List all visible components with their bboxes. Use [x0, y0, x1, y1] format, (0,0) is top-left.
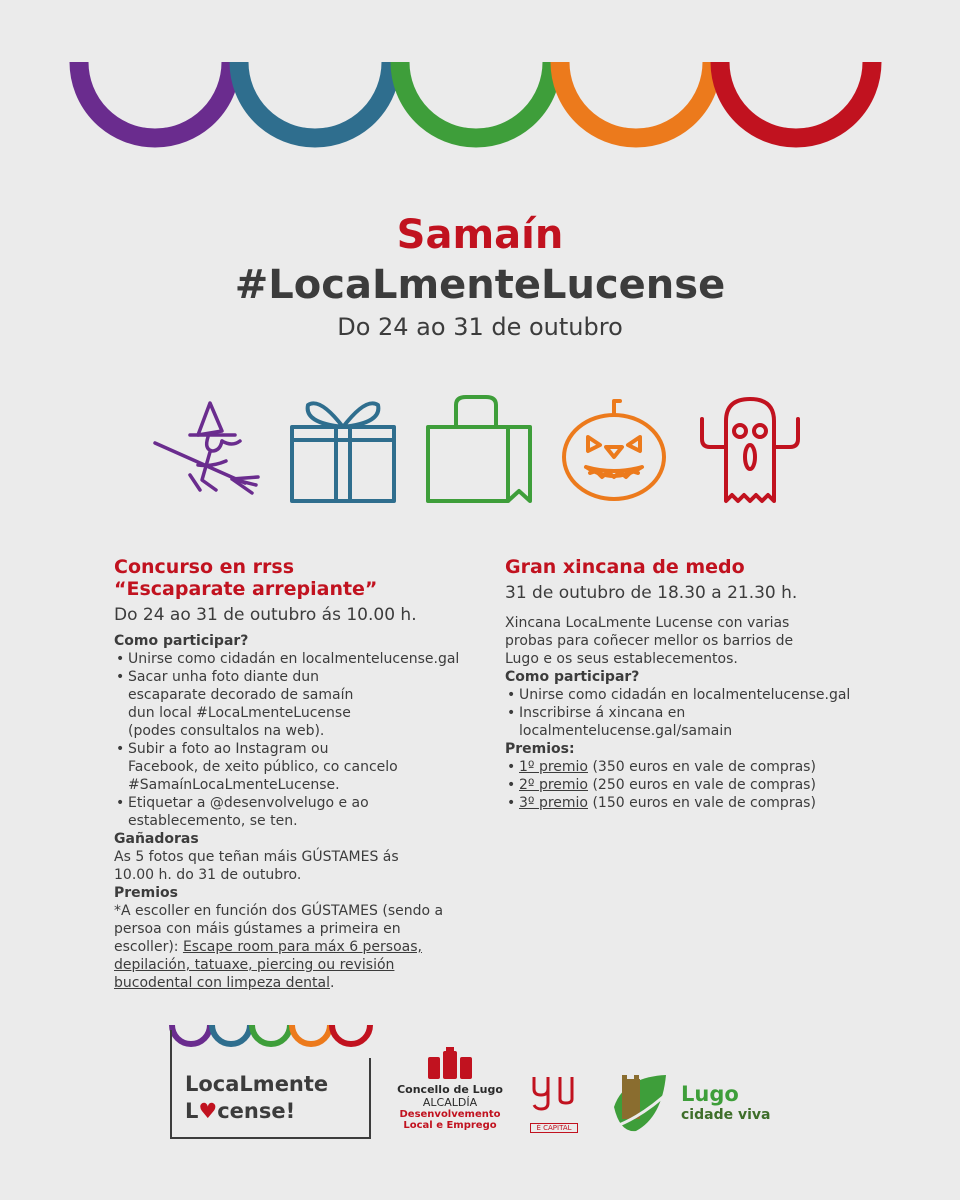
xincana-prize-item: • 1º premio (350 euros en vale de compras): [505, 758, 905, 776]
lugo-cidade-viva-sub: cidade viva: [681, 1107, 771, 1123]
xincana-title: Gran xincana de medo: [505, 556, 745, 578]
contest-how-list: [114, 650, 494, 830]
contest-prizes-list: Escape room para máx 6 persoas, depilación, tatuaxe, piercing ou revisión bucodental con limpeza dental: [114, 939, 422, 991]
contest-dates: Do 24 ao 31 de outubro ás 10.00 h.: [114, 605, 417, 625]
arc-purple: [79, 62, 231, 138]
lugo-cidade-viva-icon: [612, 1073, 680, 1139]
page-hashtag: #LocaLmenteLucense: [234, 262, 726, 308]
arc-orange: [560, 62, 712, 138]
xincana-how-item: • Unirse como cidadán en localmentelucense.gal: [505, 686, 905, 704]
icon-row: [150, 395, 810, 510]
localmente-logo-line1: LocaLmente: [185, 1072, 329, 1096]
contest-how-item: • Etiquetar a @desenvolvelugo e ao establecemento, se ten.: [114, 794, 378, 830]
concello-lugo-icon: [426, 1047, 474, 1079]
xincana-description: Xincana LocaLmente Lucense con varias probas para coñecer mellor os barrios de Lugo e os seus establecementos.: [505, 615, 794, 667]
contest-prizes-text: *A escoller en función dos GÚSTAMES (sendo a persoa con máis gústames a primeira en escoller): Escape room para máx 6 persoas, depilación, tatuaxe, piercing ou revisión bucodental con limpeza dental.: [114, 903, 444, 991]
xincana-how-list: [505, 686, 905, 740]
lugo-cidade-viva-title: Lugo: [681, 1082, 739, 1106]
xincana-how-item: • Inscribirse á xincana en localmentelucense.gal/samain: [505, 704, 749, 740]
page-title: Samaín: [396, 212, 564, 258]
contest-how-item: • Unirse como cidadán en localmentelucense.gal: [114, 650, 494, 668]
xincana-how-heading: Como participar?: [505, 669, 640, 685]
ghost-icon: [702, 399, 798, 501]
heart-icon: ♥: [198, 1099, 218, 1123]
xincana-section: [505, 556, 905, 812]
xincana-dates: 31 de outubro de 18.30 a 21.30 h.: [505, 583, 798, 603]
lugo-capital-icon: [530, 1073, 578, 1115]
arc-green: [400, 62, 552, 138]
concello-lugo-logo: Concello de Lugo ALCALDÍA Desenvolvemento Local e Emprego: [397, 1083, 503, 1131]
xincana-prize-item: • 3º premio (150 euros en vale de compras): [505, 794, 905, 812]
witch-icon: [155, 403, 258, 493]
contest-how-heading: Como participar?: [114, 633, 249, 649]
localmente-logo-line2: L♥cense!: [185, 1099, 296, 1123]
xincana-prizes-list: [505, 758, 905, 812]
contest-section: [114, 556, 494, 992]
contest-winners-heading: Gañadoras: [114, 831, 199, 847]
gift-icon: [292, 403, 394, 501]
header-arcs: [0, 0, 960, 160]
contest-how-item: • Sacar unha foto diante dun escaparate decorado de samaín dun local #LocaLmenteLucense (podes consultalos na web).: [114, 668, 378, 740]
contest-how-item: • Subir a foto ao Instagram ou Facebook, de xeito público, co cancelo #SamaínLocaLmenteLucense.: [114, 740, 398, 794]
contest-prizes-heading: Premios: [114, 885, 178, 901]
shopping-bag-icon: [428, 397, 530, 501]
contest-title-2: “Escaparate arrepiante”: [114, 578, 378, 600]
footer-logos: [0, 1015, 960, 1165]
contest-title-1: Concurso en rrss: [114, 556, 295, 578]
xincana-prizes-heading: Premios:: [505, 741, 575, 757]
contest-winners-text: As 5 fotos que teñan máis GÚSTAMES ás 10.00 h. do 31 de outubro.: [114, 849, 399, 883]
lugo-capital-label: É CAPITAL: [530, 1123, 578, 1133]
page-dates: Do 24 ao 31 de outubro: [337, 313, 623, 341]
xincana-prize-item: • 2º premio (250 euros en vale de compras): [505, 776, 905, 794]
arc-red: [720, 62, 872, 138]
pumpkin-icon: [564, 401, 664, 499]
arc-blue: [239, 62, 391, 138]
